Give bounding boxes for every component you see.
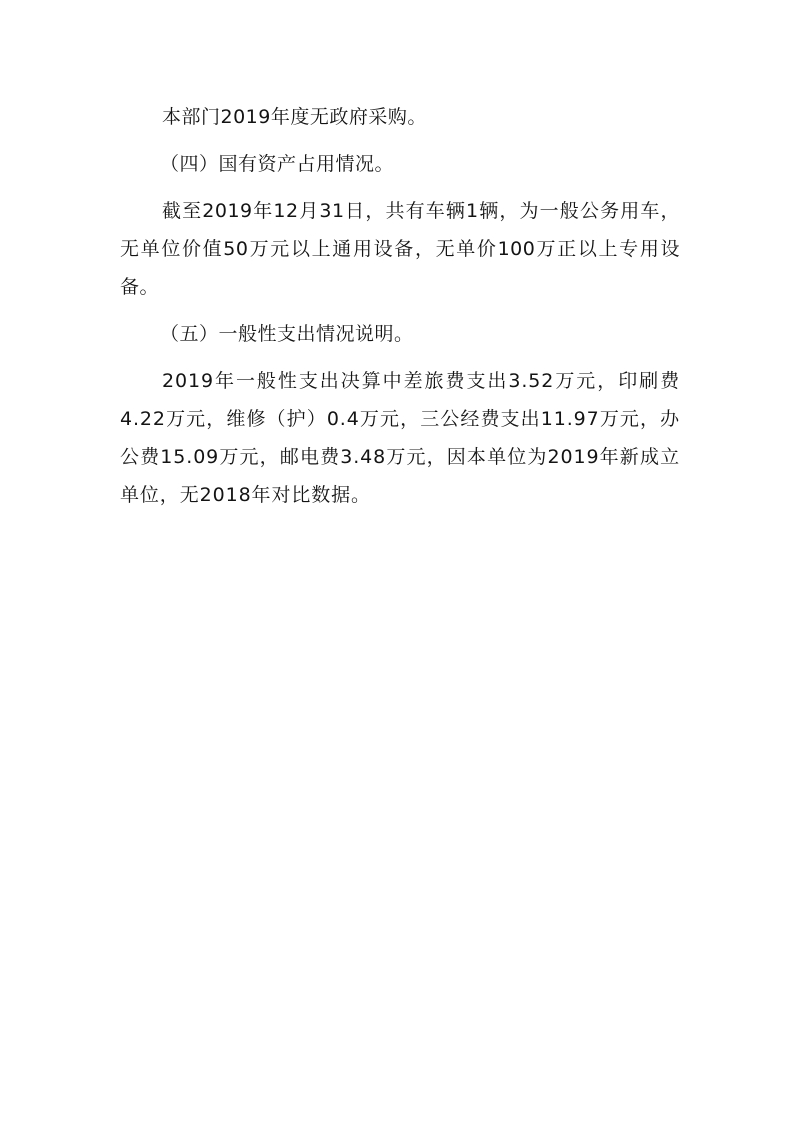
- general-expenditure-paragraph: 2019年一般性支出决算中差旅费支出3.52万元，印刷费4.22万元，维修（护）0.4万元，三公经费支出11.97万元，办公费15.09万元，邮电费3.48万元，因本单位为2019年新成立单位，无2018年对比数据。: [120, 370, 680, 506]
- state-assets-paragraph: 截至2019年12月31日，共有车辆1辆，为一般公务用车，无单位价值50万元以上通用设备，无单价100万正以上专用设备。: [120, 200, 680, 298]
- document-body: [120, 98, 680, 523]
- section-heading-state-assets: （四）国有资产占用情况。: [160, 153, 395, 175]
- procurement-paragraph: 本部门2019年度无政府采购。: [162, 106, 427, 128]
- section-heading-general-expenditure: （五）一般性支出情况说明。: [160, 323, 414, 345]
